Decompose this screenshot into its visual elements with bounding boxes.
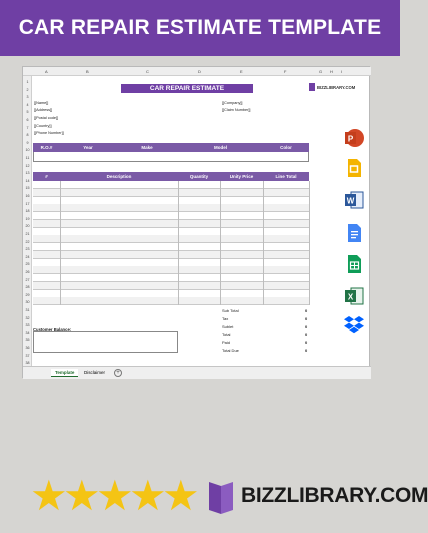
field-postal-code[interactable]: [[Postal code]] <box>34 116 59 120</box>
col-b: B <box>86 69 89 74</box>
row-number: 19 <box>25 216 30 221</box>
row-header-bar <box>23 76 32 366</box>
summary-label: Sub Total <box>222 308 239 313</box>
row-number: 18 <box>25 209 30 214</box>
dropbox-icon[interactable] <box>343 313 365 335</box>
summary-label: Total <box>222 332 231 337</box>
summary-value: 0 <box>305 308 308 313</box>
vehicle-data-row[interactable] <box>33 152 309 162</box>
items-header-quantity: Quantity <box>189 174 209 179</box>
row-number: 12 <box>25 163 30 168</box>
tab-template[interactable]: Template <box>51 369 78 377</box>
row-number: 1 <box>26 80 29 84</box>
row-number: 37 <box>25 353 30 358</box>
customer-balance-box[interactable] <box>33 331 178 353</box>
summary-label: Total Due <box>222 348 239 353</box>
items-header-line-total: Line Total <box>275 174 297 179</box>
word-icon[interactable] <box>343 189 365 211</box>
col-divider <box>263 181 264 305</box>
row-number: 8 <box>26 133 29 138</box>
col-d: D <box>198 69 201 74</box>
row-number: 29 <box>25 292 30 297</box>
row-number: 14 <box>25 178 30 183</box>
row-number: 22 <box>25 239 30 244</box>
col-divider <box>220 181 221 305</box>
row-number: 28 <box>25 285 30 290</box>
tab-disclaimer[interactable]: Disclaimer <box>84 370 106 375</box>
field-company[interactable]: [[Company]] <box>222 101 243 105</box>
col-a: A <box>45 69 48 74</box>
summary-value: 0 <box>305 348 308 353</box>
row-number: 4 <box>26 102 29 107</box>
summary-value: 0 <box>305 324 308 329</box>
summary-value: 0 <box>305 340 308 345</box>
row-number: 21 <box>25 232 30 236</box>
google-sheets-icon[interactable] <box>343 253 365 275</box>
vehicle-header-year: Year <box>83 145 93 150</box>
row-number: 26 <box>25 270 30 274</box>
excel-icon[interactable] <box>343 285 365 307</box>
column-header-bar <box>23 67 371 76</box>
row-number: 25 <box>25 262 30 267</box>
row-number: 20 <box>25 224 30 229</box>
vehicle-header-make: Make <box>141 145 153 150</box>
brand-name: BIZZLIBRARY.COM <box>241 484 428 507</box>
row-number: 9 <box>26 140 29 145</box>
summary-label: Paid <box>222 340 231 345</box>
row-number: 5 <box>26 110 29 115</box>
summary-value: 0 <box>305 332 308 337</box>
spreadsheet-preview <box>22 66 370 378</box>
col-f: F <box>284 69 287 74</box>
col-h: H <box>330 69 333 74</box>
row-number: 2 <box>26 87 29 92</box>
svg-text:X: X <box>347 292 354 302</box>
mini-logo-text: BIZZLIBRARY.COM <box>317 85 356 90</box>
row-number: 34 <box>25 330 30 335</box>
row-number: 7 <box>26 125 29 130</box>
sheet-tab-bar <box>23 366 371 379</box>
star-icon: ★ <box>30 472 68 519</box>
row-number: 30 <box>25 300 30 305</box>
field-phone-number[interactable]: [[Phone Number]] <box>34 131 64 135</box>
row-number: 3 <box>26 95 29 100</box>
row-number: 32 <box>25 315 30 320</box>
field-claim-number[interactable]: [[Claim Number]] <box>222 108 251 112</box>
field-name[interactable]: [[Name]] <box>34 101 49 105</box>
star-icon: ★ <box>129 472 167 519</box>
summary-value: 0 <box>305 316 308 321</box>
star-icon: ★ <box>63 472 101 519</box>
col-i: I <box>341 69 343 74</box>
row-number: 6 <box>26 118 29 122</box>
vehicle-header-ro: R.O.# <box>40 145 53 150</box>
estimate-title: CAR REPAIR ESTIMATE <box>121 84 253 93</box>
row-number: 35 <box>25 338 30 343</box>
google-docs-icon[interactable] <box>343 222 365 244</box>
row-number: 13 <box>25 171 30 176</box>
field-country[interactable]: [[Country]] <box>34 124 52 128</box>
col-divider <box>178 181 179 305</box>
row-number: 31 <box>25 308 30 312</box>
bizzlibrary-logo-icon <box>207 480 235 516</box>
row-number: 16 <box>25 194 30 198</box>
col-c: C <box>146 69 149 74</box>
vehicle-header-row <box>33 143 309 152</box>
page-banner-title: CAR REPAIR ESTIMATE TEMPLATE <box>0 0 400 56</box>
summary-label: Sublet <box>222 324 234 329</box>
items-header-row <box>33 172 309 181</box>
vehicle-header-model: Model <box>214 145 227 150</box>
bizzlibrary-mini-logo-icon <box>309 83 315 91</box>
items-header-number: # <box>45 174 48 179</box>
row-number: 23 <box>25 247 30 252</box>
row-number: 24 <box>25 254 30 259</box>
svg-text:W: W <box>346 196 355 206</box>
row-number: 36 <box>25 346 30 350</box>
customer-balance-label: Customer Balance: <box>33 327 72 332</box>
summary-label: Tax <box>222 316 229 321</box>
row-number: 11 <box>25 156 30 160</box>
svg-text:P: P <box>347 134 354 144</box>
col-e: E <box>240 69 243 74</box>
row-number: 17 <box>25 201 30 206</box>
sheet-grid <box>33 76 356 366</box>
star-icon: ★ <box>162 472 200 519</box>
col-g: G <box>319 69 323 74</box>
field-address[interactable]: [[Address]] <box>34 108 53 112</box>
star-icon: ★ <box>96 472 134 519</box>
col-divider <box>309 181 310 305</box>
vehicle-header-color: Color <box>280 145 292 150</box>
items-header-unity-price: Unity Price <box>229 174 254 179</box>
row-number: 15 <box>25 186 30 191</box>
line-item-row[interactable] <box>33 297 309 305</box>
row-number: 27 <box>25 277 30 282</box>
google-slides-icon[interactable] <box>343 157 365 179</box>
row-number: 10 <box>25 148 30 153</box>
col-divider <box>60 181 61 305</box>
powerpoint-icon[interactable] <box>343 127 365 149</box>
row-number: 38 <box>25 361 30 366</box>
items-header-description: Description <box>106 174 132 179</box>
add-sheet-icon[interactable]: + <box>114 369 122 377</box>
row-number: 33 <box>25 323 30 328</box>
